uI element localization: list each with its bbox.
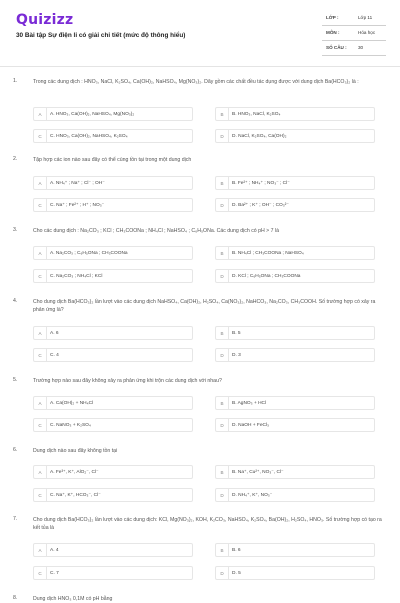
option-letter: A [34, 327, 47, 340]
option-a[interactable] [33, 176, 193, 190]
option-c[interactable] [33, 418, 193, 432]
question-number: 5. [13, 377, 18, 383]
question-number: 4. [13, 298, 18, 304]
question-number: 7. [13, 516, 18, 522]
option-b[interactable] [215, 543, 375, 557]
option-letter: C [34, 130, 47, 143]
option-letter: C [34, 349, 47, 362]
option-text: B. NH₄Cl ; CH₃COONa ; NaHSO₄ [232, 251, 304, 256]
option-b[interactable] [215, 246, 375, 260]
option-text: D. 3 [232, 353, 241, 358]
option-a[interactable] [33, 396, 193, 410]
option-letter: C [34, 419, 47, 432]
option-d[interactable] [215, 488, 375, 502]
option-text: A. NH₄⁺ ; Na⁺ ; Cl⁻ ; OH⁻ [50, 181, 105, 186]
option-text: C. Na⁺, K⁺, HCO₃⁻, Cl⁻ [50, 493, 101, 498]
option-a[interactable] [33, 107, 193, 121]
option-c[interactable] [33, 488, 193, 502]
option-d[interactable] [215, 269, 375, 283]
option-text: C. 4 [50, 353, 59, 358]
option-c[interactable] [33, 129, 193, 143]
question-number: 8. [13, 595, 18, 601]
option-a[interactable] [33, 246, 193, 260]
option-letter: D [216, 567, 229, 580]
question-text: Dung dịch HNO₃ 0,1M có pH bằng [33, 596, 113, 602]
option-letter: B [216, 544, 229, 557]
option-text: D. NaCl, K₂SO₄, Ca(OH)₂ [232, 134, 287, 139]
question-number: 2. [13, 156, 18, 162]
meta-value: 30 [358, 45, 364, 50]
option-text: C. Na₂CO₃ ; NH₄Cl ; KCl [50, 274, 103, 279]
option-text: A. Ca(OH)₂ + NH₄Cl [50, 401, 94, 406]
option-letter: C [34, 567, 47, 580]
option-text: D. KCl ; C₆H₅ONa ; CH₃COONa [232, 274, 301, 279]
option-letter: B [216, 397, 229, 410]
option-letter: B [216, 108, 229, 121]
option-d[interactable] [215, 418, 375, 432]
meta-subject [322, 27, 386, 41]
meta-question-count [322, 42, 386, 56]
question-text: Trong các dung dịch : HNO₃, NaCl, K₂SO₄, Ca(OH)₂, NaHSO₄, Mg(NO₃)₂. Dãy gồm các chất đều tác dụng được với dung dịch Ba(HCO₃)₂ là : [33, 79, 359, 85]
option-letter: D [216, 349, 229, 362]
option-letter: B [216, 247, 229, 260]
question-text: Tập hợp các ion nào sau đây có thể cùng tồn tại trong một dung dịch [33, 157, 192, 163]
option-d[interactable] [215, 198, 375, 212]
meta-value: Hóa học [358, 30, 376, 35]
option-letter: B [216, 327, 229, 340]
option-letter: B [216, 177, 229, 190]
option-text: C. Na⁺ ; Fe²⁺ ; H⁺ ; NO₃⁻ [50, 203, 105, 208]
option-text: A. HNO₃, Ca(OH)₂, NaHSO₄, Mg(NO₃)₂ [50, 112, 135, 117]
option-text: C. 7 [50, 571, 59, 576]
option-letter: D [216, 489, 229, 502]
option-d[interactable] [215, 129, 375, 143]
option-text: D. Ba²⁺ ; K⁺ ; OH⁻ ; CO₃²⁻ [232, 203, 289, 208]
option-a[interactable] [33, 326, 193, 340]
option-text: A. Fe³⁺, K⁺, AlO₂⁻, Cl⁻ [50, 470, 99, 475]
option-letter: B [216, 466, 229, 479]
question-number: 6. [13, 447, 18, 453]
option-text: D. NH₄⁺, K⁺, NO₃⁻ [232, 493, 273, 498]
meta-value: Lớp 11 [358, 15, 373, 20]
question-number: 1. [13, 78, 18, 84]
option-a[interactable] [33, 465, 193, 479]
option-letter: A [34, 466, 47, 479]
option-letter: A [34, 247, 47, 260]
option-c[interactable] [33, 566, 193, 580]
meta-label: SỐ CÂU : [326, 45, 347, 50]
option-letter: A [34, 544, 47, 557]
header-divider [0, 66, 400, 67]
page-title: 30 Bài tập Sự điện li có giải chi tiết (mức độ thông hiểu) [16, 32, 186, 39]
option-b[interactable] [215, 465, 375, 479]
option-c[interactable] [33, 198, 193, 212]
option-letter: D [216, 199, 229, 212]
option-text: D. NaOH + FeCl₃ [232, 423, 270, 428]
question-text: Cho các dung dịch : Na₂CO₃ ; KCl ; CH₃COONa ; NH₄Cl ; NaHSO₄ ; C₆H₅ONa. Các dung dịch có pH > 7 là [33, 228, 280, 234]
option-letter: A [34, 108, 47, 121]
option-b[interactable] [215, 107, 375, 121]
question-text: Dung dịch nào sau đây không tồn tại [33, 448, 118, 454]
option-letter: C [34, 270, 47, 283]
question-text: Cho dung dịch Ba(HCO₃)₂ lần lượt vào các dung dịch NaHSO₄, Ca(OH)₂, H₂SO₄, Ca(NO₃)₂, NaHCO₃, Na₂CO₃, CH₃COOH. Số trường hợp có xảy ra phản ứng là? [33, 299, 376, 314]
option-letter: D [216, 270, 229, 283]
option-letter: C [34, 489, 47, 502]
option-b[interactable] [215, 396, 375, 410]
option-text: C. HNO₃, Ca(OH)₂, NaHSO₄, K₂SO₄ [50, 134, 128, 139]
option-letter: A [34, 177, 47, 190]
option-text: B. Na⁺, Cu²⁺, NO₃⁻, Cl⁻ [232, 470, 284, 475]
option-text: C. NaNO₃ + K₂SO₄ [50, 423, 91, 428]
quizizz-logo: Quizizz [16, 12, 74, 28]
option-letter: D [216, 130, 229, 143]
option-text: D. 5 [232, 571, 241, 576]
option-text: B. AgNO₃ + HCl [232, 401, 267, 406]
option-text: B. Fe²⁺ ; NH₄⁺ ; NO₃⁻ ; Cl⁻ [232, 181, 290, 186]
option-text: B. 5 [232, 331, 241, 336]
option-text: A. Na₂CO₃ ; C₆H₅ONa ; CH₃COONa [50, 251, 128, 256]
option-d[interactable] [215, 566, 375, 580]
option-d[interactable] [215, 348, 375, 362]
document-header [0, 0, 400, 66]
question-text: Trường hợp nào sau đây không xảy ra phản ứng khi trộn các dung dịch với nhau? [33, 378, 222, 384]
meta-class [322, 12, 386, 26]
option-letter: A [34, 397, 47, 410]
option-letter: C [34, 199, 47, 212]
option-text: A. 4 [50, 548, 59, 553]
meta-label: LỚP : [326, 15, 339, 20]
option-text: B. HNO₃, NaCl, K₂SO₄ [232, 112, 281, 117]
option-b[interactable] [215, 176, 375, 190]
meta-label: MÔN : [326, 30, 340, 35]
option-text: A. 6 [50, 331, 59, 336]
question-number: 3. [13, 227, 18, 233]
option-c[interactable] [33, 348, 193, 362]
question-text: Cho dung dịch Ba(HCO₃)₂ lần lượt vào các dung dịch: KCl, Mg(NO₃)₂, KOH, K₂CO₃, NaHSO₄, K₂SO₄, Ba(OH)₂, H₂SO₄, HNO₃. Số trường hợp có tạo ra kết tủa là [33, 517, 382, 532]
option-letter: D [216, 419, 229, 432]
option-text: B. 6 [232, 548, 241, 553]
option-a[interactable] [33, 543, 193, 557]
option-b[interactable] [215, 326, 375, 340]
option-c[interactable] [33, 269, 193, 283]
